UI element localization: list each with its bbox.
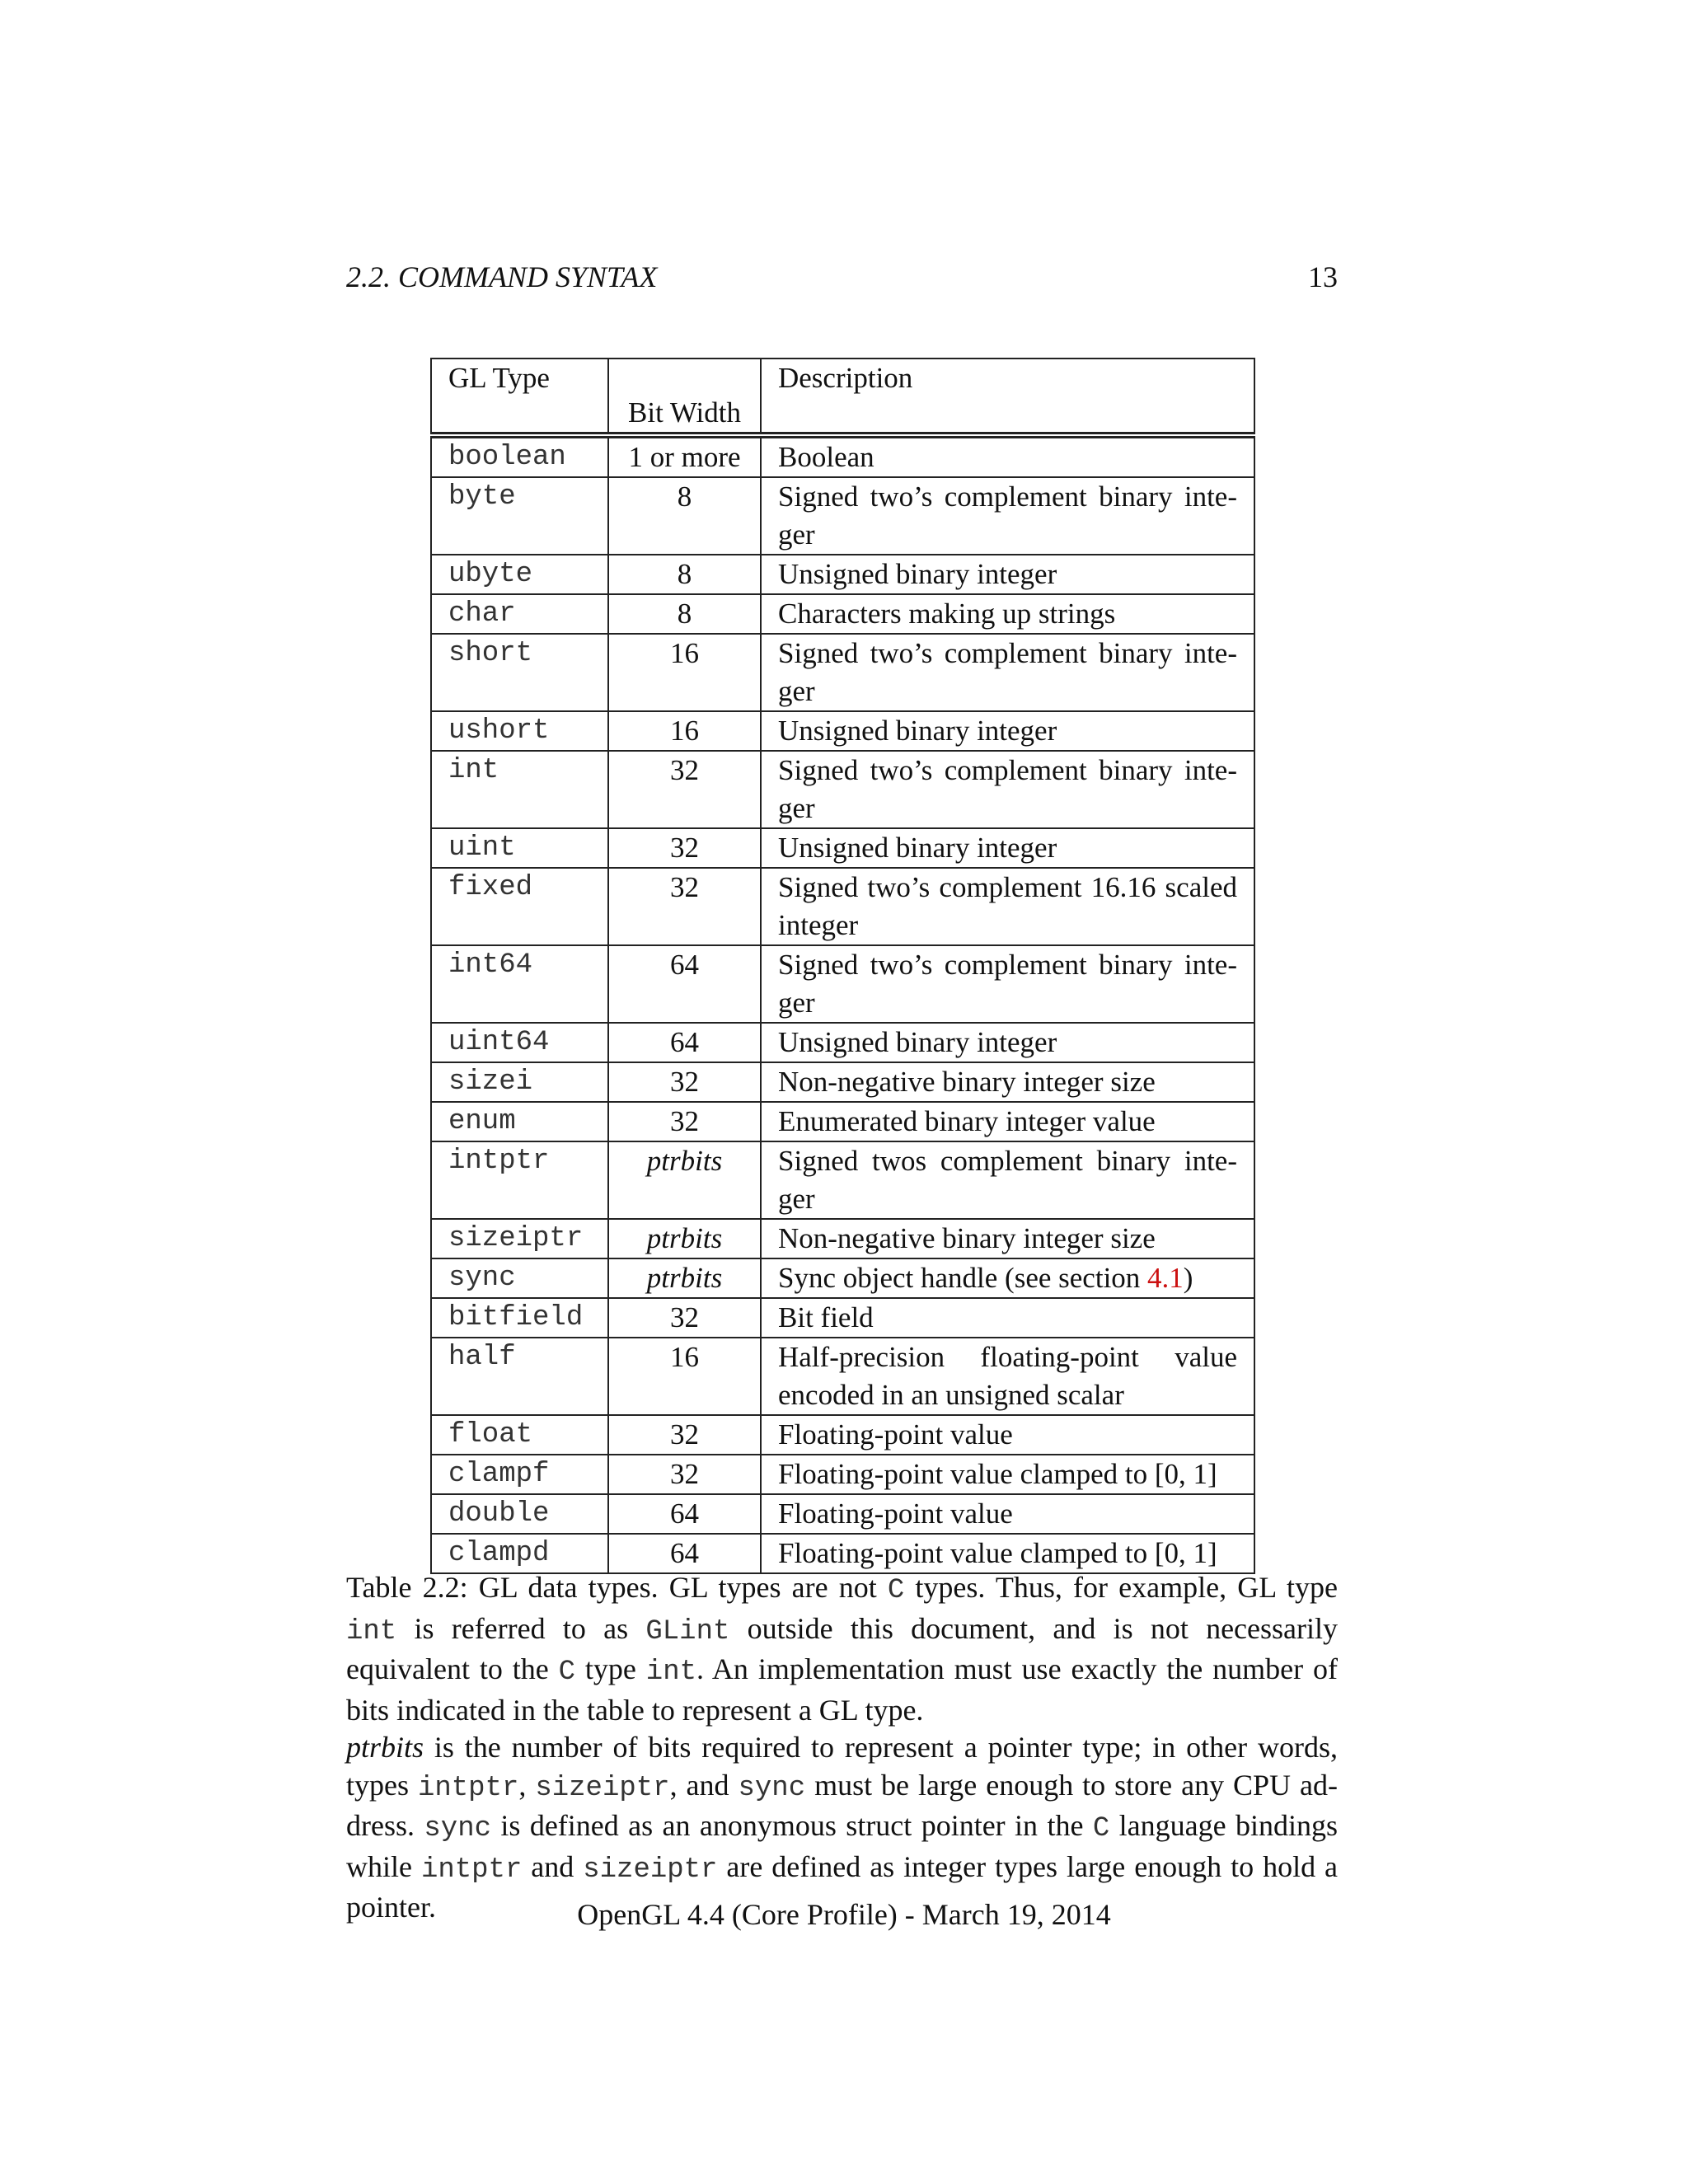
description-text: Boolean — [778, 441, 874, 473]
description-text: Signed two’s complement binary inte-ger — [778, 754, 1237, 824]
gl-type-cell: enum — [431, 1102, 608, 1141]
description-cell — [761, 1338, 1254, 1415]
description-cell — [761, 711, 1254, 751]
description-text: Unsigned binary integer — [778, 832, 1057, 864]
gl-type-cell: intptr — [431, 1141, 608, 1219]
caption-text: Table 2.2: GL data types. GL types are not — [346, 1571, 888, 1604]
bit-width-cell: 32 — [608, 1298, 761, 1338]
description-cell — [761, 945, 1254, 1023]
table-row — [431, 945, 1254, 1023]
section-reference-link[interactable]: 4.1 — [1147, 1262, 1184, 1294]
header-description: Description — [761, 359, 1254, 435]
description-cell — [761, 634, 1254, 711]
table-body — [431, 435, 1254, 1573]
bit-width-cell: ptrbits — [608, 1219, 761, 1258]
caption-text: are defined as integer types large enough to hold a pointer. — [346, 1849, 1339, 1924]
description-text: Unsigned binary integer — [778, 715, 1057, 747]
table-caption — [346, 1569, 1338, 1927]
table-row — [431, 1258, 1254, 1298]
description-cell — [761, 477, 1254, 555]
gl-type-cell: sizei — [431, 1062, 608, 1102]
gl-type-cell: int64 — [431, 945, 608, 1023]
page-number: 13 — [1308, 260, 1338, 293]
description-text: Floating-point value — [778, 1418, 1013, 1451]
bit-width-cell: 32 — [608, 1455, 761, 1494]
bit-width-cell: 32 — [608, 1415, 761, 1455]
table-row — [431, 711, 1254, 751]
description-text: Non-negative binary integer size — [778, 1066, 1156, 1098]
table-row — [431, 555, 1254, 594]
description-cell — [761, 1415, 1254, 1455]
inline-code: sync — [424, 1813, 492, 1844]
caption-text: , and — [669, 1768, 738, 1802]
table-row — [431, 868, 1254, 945]
description-text: Unsigned binary integer — [778, 558, 1057, 590]
inline-code: int — [346, 1615, 397, 1647]
header-gl-type: GL Type — [431, 359, 608, 435]
gl-type-cell: ushort — [431, 711, 608, 751]
italic-term: ptrbits — [346, 1731, 424, 1764]
table-row — [431, 1298, 1254, 1338]
caption-text: is referred to as — [396, 1611, 646, 1645]
description-cell — [761, 1258, 1254, 1298]
gl-type-cell: half — [431, 1338, 608, 1415]
inline-code: C — [1092, 1813, 1110, 1844]
inline-code: sizeiptr — [535, 1772, 670, 1804]
table-row — [431, 1338, 1254, 1415]
bit-width-cell: 32 — [608, 1062, 761, 1102]
caption-text: , — [518, 1768, 536, 1802]
section-title: 2.2. COMMAND SYNTAX — [346, 260, 658, 293]
bit-width-cell: 16 — [608, 1338, 761, 1415]
description-text: Signed two’s complement binary inte-ger — [778, 949, 1237, 1019]
table-row — [431, 1534, 1254, 1573]
gl-data-types-table — [430, 358, 1255, 1574]
table-row — [431, 1141, 1254, 1219]
description-cell — [761, 828, 1254, 868]
bit-width-cell: 64 — [608, 1023, 761, 1062]
description-cell — [761, 1298, 1254, 1338]
table-row — [431, 477, 1254, 555]
table-row — [431, 1062, 1254, 1102]
inline-code: intptr — [417, 1772, 519, 1804]
gl-type-cell: clampf — [431, 1455, 608, 1494]
bit-width-cell: 1 or more — [608, 435, 761, 477]
bit-width-cell: ptrbits — [608, 1258, 761, 1298]
description-cell — [761, 1102, 1254, 1141]
description-cell — [761, 1534, 1254, 1573]
caption-text: must be large enough to store any CPU ad-dress. — [346, 1768, 1338, 1842]
table-row — [431, 634, 1254, 711]
bit-width-cell: 16 — [608, 711, 761, 751]
gl-type-cell: double — [431, 1494, 608, 1534]
description-text: Sync object handle (see section — [778, 1262, 1148, 1294]
description-text: Non-negative binary integer size — [778, 1222, 1156, 1254]
description-cell — [761, 435, 1254, 477]
page-footer: OpenGL 4.4 (Core Profile) - March 19, 2014 — [577, 1898, 1111, 1931]
gl-type-cell: float — [431, 1415, 608, 1455]
description-cell — [761, 1455, 1254, 1494]
inline-code: GLint — [645, 1615, 730, 1647]
description-cell — [761, 1062, 1254, 1102]
gl-type-cell: boolean — [431, 435, 608, 477]
bit-width-cell: 32 — [608, 868, 761, 945]
table-header-row — [431, 359, 1254, 435]
gl-type-cell: int — [431, 751, 608, 828]
gl-type-cell: clampd — [431, 1534, 608, 1573]
gl-type-cell: ubyte — [431, 555, 608, 594]
table-row — [431, 594, 1254, 634]
caption-text: is the number of bits required to represent a pointer type; in other words, types — [346, 1731, 1338, 1802]
caption-text: is defined as an anonymous struct pointer in the — [491, 1809, 1093, 1842]
table-row — [431, 1219, 1254, 1258]
description-text: Bit field — [778, 1301, 874, 1333]
table-row — [431, 435, 1254, 477]
caption-text: types. Thus, for example, GL type — [904, 1571, 1338, 1604]
caption-text: outside this document, and is not necessarily equivalent to the — [346, 1611, 1339, 1685]
bit-width-cell: 8 — [608, 594, 761, 634]
description-text-after: ) — [1183, 1262, 1193, 1294]
description-cell — [761, 555, 1254, 594]
caption-text: . An implementation must use exactly the number of bits indicated in the table to represent a GL type. — [346, 1652, 1338, 1727]
gl-type-cell: uint — [431, 828, 608, 868]
description-text: Floating-point value clamped to [0, 1] — [778, 1458, 1217, 1490]
inline-code: C — [887, 1575, 905, 1606]
bit-width-cell: 8 — [608, 477, 761, 555]
gl-type-cell: bitfield — [431, 1298, 608, 1338]
caption-text: type — [575, 1652, 646, 1685]
table-row — [431, 1455, 1254, 1494]
gl-type-cell: short — [431, 634, 608, 711]
description-cell — [761, 1494, 1254, 1534]
gl-type-cell: uint64 — [431, 1023, 608, 1062]
description-cell — [761, 751, 1254, 828]
caption-paragraph-1 — [346, 1569, 1338, 1729]
bit-width-cell: 16 — [608, 634, 761, 711]
gl-type-cell: char — [431, 594, 608, 634]
gl-type-cell: fixed — [431, 868, 608, 945]
description-text: Signed twos complement binary inte-ger — [778, 1145, 1237, 1215]
description-cell — [761, 594, 1254, 634]
description-cell — [761, 868, 1254, 945]
inline-code: int — [645, 1657, 697, 1688]
bit-width-cell: 32 — [608, 751, 761, 828]
description-text: Enumerated binary integer value — [778, 1105, 1156, 1137]
table-row — [431, 1415, 1254, 1455]
bit-width-cell: 32 — [608, 1102, 761, 1141]
description-cell — [761, 1141, 1254, 1219]
inline-code: C — [558, 1657, 576, 1688]
bit-width-cell: 8 — [608, 555, 761, 594]
table-row — [431, 1023, 1254, 1062]
description-text: Floating-point value clamped to [0, 1] — [778, 1537, 1217, 1569]
header-bit-width: Bit Width — [608, 359, 761, 435]
description-text: Floating-point value — [778, 1497, 1013, 1530]
description-cell — [761, 1219, 1254, 1258]
table-row — [431, 1494, 1254, 1534]
table-row — [431, 828, 1254, 868]
table-row — [431, 1102, 1254, 1141]
bit-width-cell: ptrbits — [608, 1141, 761, 1219]
description-text: Characters making up strings — [778, 598, 1116, 630]
gl-type-cell: sizeiptr — [431, 1219, 608, 1258]
description-cell — [761, 1023, 1254, 1062]
bit-width-cell: 32 — [608, 828, 761, 868]
gl-type-cell: byte — [431, 477, 608, 555]
caption-text: language bindings while — [346, 1809, 1338, 1883]
inline-code: sizeiptr — [583, 1854, 718, 1886]
inline-code: intptr — [420, 1854, 523, 1886]
description-text: Signed two’s complement binary inte-ger — [778, 480, 1237, 551]
description-text: Unsigned binary integer — [778, 1026, 1057, 1058]
bit-width-cell: 64 — [608, 945, 761, 1023]
gl-type-cell: sync — [431, 1258, 608, 1298]
bit-width-cell: 64 — [608, 1494, 761, 1534]
bit-width-cell: 64 — [608, 1534, 761, 1573]
description-text: Half-precision floating-point value encoded in an unsigned scalar — [778, 1341, 1237, 1411]
description-text: Signed two’s complement 16.16 scaled integer — [778, 871, 1237, 941]
description-text: Signed two’s complement binary inte-ger — [778, 637, 1237, 707]
caption-text: and — [522, 1849, 584, 1883]
inline-code: sync — [738, 1772, 806, 1804]
table-row — [431, 751, 1254, 828]
running-head — [346, 260, 1338, 299]
